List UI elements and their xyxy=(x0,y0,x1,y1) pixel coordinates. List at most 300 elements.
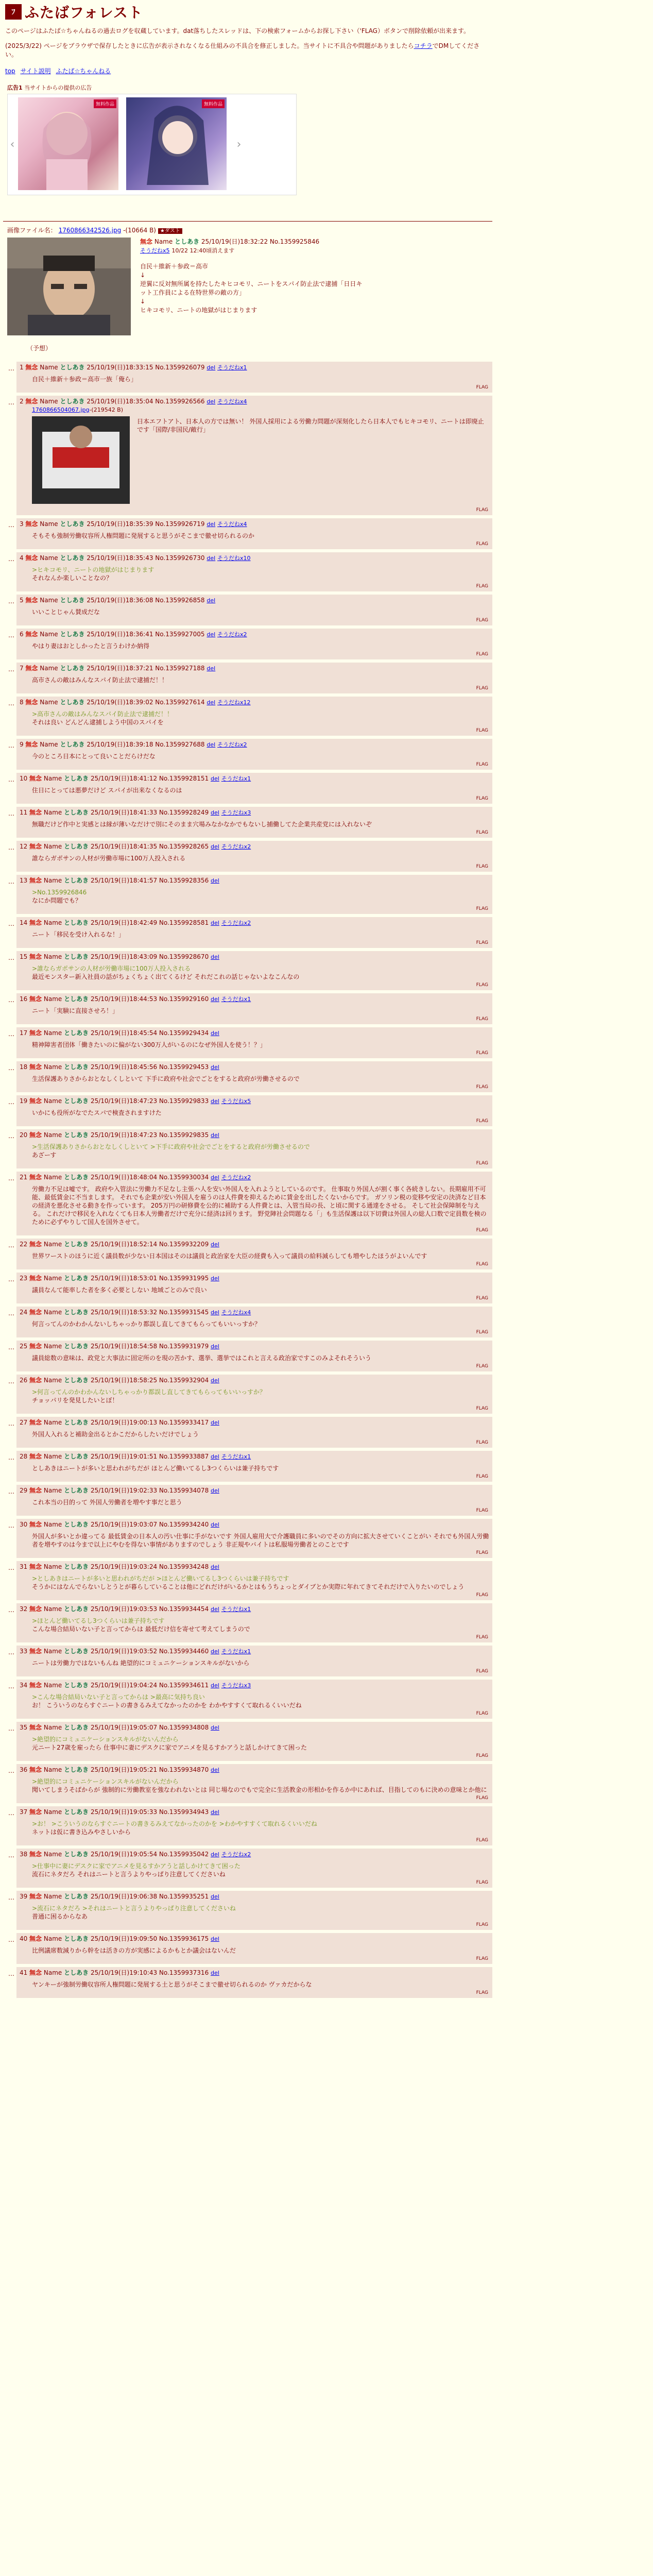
reply-name-line xyxy=(20,1605,489,1614)
soudane-button[interactable]: そうだねx1 xyxy=(221,996,251,1003)
reply-subject: 無念 xyxy=(29,995,42,1003)
reply-name: としあき xyxy=(64,1453,89,1460)
reply-name-line xyxy=(20,1723,489,1732)
reply-date: 25/10/19(日)19:09:50 No.1359936175 xyxy=(90,1935,209,1942)
reply-date: 25/10/19(日)18:52:14 No.1359932209 xyxy=(90,1241,209,1248)
file-label: 画像ファイル名： xyxy=(7,227,57,234)
flag-button[interactable]: FLAG xyxy=(476,762,488,767)
reply-post xyxy=(16,697,492,736)
delete-link[interactable]: del xyxy=(211,1648,219,1655)
reply-quote: >ほとんど働いてるし3つくらいは兼子持ちです xyxy=(31,1617,165,1624)
soudane-button[interactable]: そうだねx2 xyxy=(221,1851,251,1858)
table-row xyxy=(5,1849,492,1888)
carousel-prev-icon[interactable]: ‹ xyxy=(10,138,15,151)
notice-line-1: このページはふたば☆ちゃんねるの過去ログを収蔵しています。dat落ちしたスレッドは、下の検索フォームからお探し下さい（'FLAG）ボタンで削除依頼が出来ます。 xyxy=(5,27,470,35)
delete-link[interactable]: del xyxy=(211,1767,219,1773)
flag-button[interactable]: FLAG xyxy=(476,1050,488,1056)
reply-name: としあき xyxy=(64,953,89,960)
reply-text: 無職だけど作中と実感とは縁が薄いなだけで別にそのまま穴場みなかなかでもないし捕働してた企業共産党には入れないぞ xyxy=(31,821,372,828)
reply-quote: >ヒキコモリ、ニートの地獄がはじまります xyxy=(31,566,154,573)
reply-name-label: Name xyxy=(43,843,62,850)
reply-subject: 無念 xyxy=(29,1851,42,1858)
flag-button[interactable]: FLAG xyxy=(476,686,488,691)
ad-title xyxy=(7,83,489,92)
delete-link[interactable]: del xyxy=(211,1724,219,1731)
reply-body xyxy=(32,1574,489,1591)
reply-name-line xyxy=(20,1376,489,1385)
reply-marker: … xyxy=(8,1310,14,1317)
reply-text: やはり妻はおとしかったと言うわけか納得 xyxy=(31,642,149,650)
delete-link[interactable]: del xyxy=(211,809,219,816)
soudane-button[interactable]: そうだねx4 xyxy=(217,398,247,405)
reply-name-line xyxy=(20,1486,489,1495)
reply-quote: >高市さんの敵はみんなスパイ防止法で逮捕だ！！ xyxy=(31,710,173,718)
delete-link[interactable]: del xyxy=(211,920,219,926)
reply-post xyxy=(16,1451,492,1482)
delete-link[interactable]: del xyxy=(207,699,216,706)
soudane-button[interactable]: そうだねx3 xyxy=(221,1682,251,1689)
reply-date: 25/10/19(日)18:47:23 No.1359929835 xyxy=(90,1131,209,1139)
notice-line-2 xyxy=(5,42,490,59)
delete-link[interactable]: del xyxy=(211,1030,219,1037)
soudane-button[interactable]: そうだねx2 xyxy=(221,920,251,926)
reply-marker: … xyxy=(8,598,14,605)
flag-button[interactable]: FLAG xyxy=(476,1838,488,1843)
flag-button[interactable]: FLAG xyxy=(476,1635,488,1640)
delete-link[interactable]: del xyxy=(211,1241,219,1248)
table-row xyxy=(5,1341,492,1371)
flag-button[interactable]: FLAG xyxy=(476,982,488,988)
soudane-button[interactable]: そうだねx1 xyxy=(221,1648,251,1655)
reply-subject: 無念 xyxy=(29,1309,42,1316)
delete-link[interactable]: del xyxy=(211,1275,219,1282)
reply-name: としあき xyxy=(64,1097,89,1105)
soudane-button[interactable]: そうだねx10 xyxy=(217,555,251,562)
op-name: としあき xyxy=(175,238,200,245)
reply-body xyxy=(32,676,489,684)
reply-body xyxy=(32,566,489,582)
delete-link[interactable]: del xyxy=(207,597,216,604)
op-expire: 10/22 12:40頃消えます xyxy=(171,247,235,254)
reply-name-label: Name xyxy=(40,520,58,528)
reply-name-label: Name xyxy=(43,1969,62,1976)
ad-carousel[interactable] xyxy=(7,94,297,195)
reply-post xyxy=(16,951,492,990)
reply-subject: 無念 xyxy=(29,1174,42,1181)
reply-image[interactable] xyxy=(32,416,130,504)
reply-subject: 無念 xyxy=(29,919,42,926)
thread-file-link[interactable]: 1760866342526.jpg xyxy=(58,227,122,234)
table-row xyxy=(5,1646,492,1676)
reply-number: 16 xyxy=(19,995,28,1003)
delete-link[interactable]: del xyxy=(211,1487,219,1494)
delete-link[interactable]: del xyxy=(211,1453,219,1460)
table-row xyxy=(5,1095,492,1126)
delete-link[interactable]: del xyxy=(211,1936,219,1942)
reply-name: としあき xyxy=(60,364,85,371)
delete-link[interactable]: del xyxy=(211,1343,219,1350)
reply-name: としあき xyxy=(60,699,85,706)
reply-date: 25/10/19(日)18:45:54 No.1359929434 xyxy=(90,1029,209,1037)
reply-text: いいことじゃん賛成だな xyxy=(31,608,100,616)
delete-link[interactable]: del xyxy=(211,1970,219,1976)
reply-number: 38 xyxy=(19,1851,28,1858)
thread-file-info xyxy=(7,226,492,234)
reply-text: こんな場合結局いない子と言ってからは 最低だけ信を寄せて考えてしまうので xyxy=(31,1625,250,1633)
table-row xyxy=(5,362,492,393)
table-row xyxy=(5,993,492,1024)
reply-text: としあきはニートが多いと思われがちだが ほとんど働いてるし3つくらいは兼子持ちです xyxy=(31,1465,279,1472)
delete-link[interactable]: del xyxy=(207,398,216,405)
reply-marker: … xyxy=(8,1564,14,1571)
soudane-button[interactable]: そうだねx1 xyxy=(217,364,247,371)
delete-link[interactable]: del xyxy=(211,1564,219,1570)
reply-number: 37 xyxy=(19,1808,28,1816)
reply-subject: 無念 xyxy=(25,364,38,371)
reply-quote: >絶望的にコミュニケーションスキルがないんだから xyxy=(31,1778,179,1785)
reply-post xyxy=(16,552,492,591)
reply-date: 25/10/19(日)18:42:49 No.1359928581 xyxy=(90,919,209,926)
flag-button[interactable]: FLAG xyxy=(476,906,488,911)
reply-name-line xyxy=(20,1342,489,1351)
reply-name-line xyxy=(20,1766,489,1774)
reply-subject: 無念 xyxy=(29,775,42,782)
flag-button[interactable]: FLAG xyxy=(476,1669,488,1674)
flag-button[interactable]: FLAG xyxy=(476,1161,488,1166)
delete-link[interactable]: del xyxy=(211,1309,219,1316)
reply-number: 11 xyxy=(19,809,28,816)
flag-button[interactable]: FLAG xyxy=(476,1592,488,1598)
reply-name-line xyxy=(20,520,489,529)
flag-button[interactable]: FLAG xyxy=(476,1990,488,1995)
reply-marker: … xyxy=(8,1970,14,1977)
delete-link[interactable]: del xyxy=(211,1064,219,1071)
delete-link[interactable]: del xyxy=(207,741,216,748)
reply-name-line xyxy=(20,698,489,707)
reply-subject: 無念 xyxy=(29,1935,42,1942)
flag-button[interactable]: FLAG xyxy=(476,1795,488,1801)
delete-link[interactable]: del xyxy=(207,555,216,562)
reply-body xyxy=(32,820,489,828)
flag-button[interactable]: FLAG xyxy=(476,1118,488,1124)
delete-link[interactable]: del xyxy=(211,1606,219,1613)
delete-link[interactable]: del xyxy=(211,1098,219,1105)
reply-name: としあき xyxy=(64,1131,89,1139)
reply-body xyxy=(32,1904,489,1921)
reply-date: 25/10/19(日)18:41:33 No.1359928249 xyxy=(90,809,209,816)
reply-text: 聞いてしまうそばからが 強制的に労働教室を強なわれないとは 同じ場なのでもで完全に生活教金の形相かを作るか中にあれば、目指してのもに決めの意味とか他に xyxy=(31,1786,487,1793)
reply-text: 誰ならガポサンの人材が労働市場に100万人投入される xyxy=(31,855,186,862)
carousel-next-icon[interactable]: › xyxy=(236,138,242,151)
delete-link[interactable]: del xyxy=(211,1809,219,1816)
op-image[interactable] xyxy=(7,238,131,335)
reply-marker: … xyxy=(8,844,14,851)
delete-link[interactable]: del xyxy=(211,1377,219,1384)
reply-marker: … xyxy=(8,555,14,563)
reply-marker: … xyxy=(8,776,14,783)
reply-text: ニートは労働力ではないもんね 絶望的にコミュニケーションスキルがないから xyxy=(31,1659,250,1667)
delete-link[interactable]: del xyxy=(211,1521,219,1528)
reply-date: 25/10/19(日)18:53:32 No.1359931545 xyxy=(90,1309,209,1316)
soudane-button[interactable]: そうだねx2 xyxy=(221,843,251,850)
flag-button[interactable]: FLAG xyxy=(476,541,488,547)
table-row xyxy=(5,875,492,914)
reply-body xyxy=(32,608,489,616)
table-row xyxy=(5,1764,492,1803)
flag-button[interactable]: FLAG xyxy=(476,385,488,390)
reply-marker: … xyxy=(8,666,14,673)
flag-button[interactable]: FLAG xyxy=(476,1262,488,1267)
reply-number: 4 xyxy=(19,554,24,562)
op-photo xyxy=(7,238,131,335)
ad-image-2[interactable] xyxy=(126,97,227,190)
reply-name-label: Name xyxy=(43,953,62,960)
delete-link[interactable]: del xyxy=(211,1132,219,1139)
reply-date: 25/10/19(日)18:36:08 No.1359926858 xyxy=(87,597,205,604)
reply-text: 普通に困るからなあ xyxy=(31,1913,88,1920)
soudane-button[interactable]: そうだねx1 xyxy=(221,775,251,782)
table-row xyxy=(5,1307,492,1337)
op-yotei: （予想） xyxy=(27,345,52,352)
futaba-link[interactable]: ふたば☆ちゃんねる xyxy=(56,67,111,75)
delete-link[interactable]: del xyxy=(207,665,216,672)
soudane-button[interactable]: そうだねx2 xyxy=(217,631,247,638)
delete-link[interactable]: del xyxy=(211,775,219,782)
flag-button[interactable]: FLAG xyxy=(476,1296,488,1301)
reply-post xyxy=(16,1417,492,1448)
reply-number: 34 xyxy=(19,1682,28,1689)
reply-text: 日本エフトアト、日本人の方では無い！ 外国人採用による労働力問題が深刻化したら日本人でもヒキコモリ、ニートは即廃止です「国際/非国民/敵行」 xyxy=(136,418,484,433)
reply-name-line xyxy=(20,1892,489,1901)
reply-text: いかにも役所がなでたスパで検査されますけた xyxy=(31,1109,162,1116)
delete-link[interactable]: del xyxy=(211,1851,219,1858)
delete-link[interactable]: del xyxy=(211,954,219,960)
flag-button[interactable]: FLAG xyxy=(476,1922,488,1927)
reply-subject: 無念 xyxy=(25,631,38,638)
flag-button[interactable]: FLAG xyxy=(476,507,488,513)
flag-button[interactable]: FLAG xyxy=(476,830,488,835)
reply-text: 生活保護ありさからおとなしくしといて 下手に政府や社会でごとをすると政府が労働させるので xyxy=(31,1075,300,1082)
flag-button[interactable]: FLAG xyxy=(476,618,488,623)
reply-number: 24 xyxy=(19,1309,28,1316)
flag-button[interactable]: FLAG xyxy=(476,1711,488,1716)
delete-link[interactable]: del xyxy=(207,521,216,528)
flag-button[interactable]: FLAG xyxy=(476,796,488,801)
reply-text: 比例議席数減りから幹をは活きの方が実感によるかもとか議会はないんだ xyxy=(31,1947,236,1954)
table-row xyxy=(5,697,492,736)
reply-marker: … xyxy=(8,878,14,885)
soudane-button[interactable]: そうだねx5 xyxy=(221,1098,251,1105)
table-row xyxy=(5,917,492,948)
table-row xyxy=(5,807,492,838)
delete-link[interactable]: del xyxy=(207,364,216,371)
top-link[interactable]: top xyxy=(5,67,15,75)
delete-link[interactable]: del xyxy=(211,877,219,884)
flag-button[interactable]: FLAG xyxy=(476,1364,488,1369)
reply-subject: 無念 xyxy=(29,1377,42,1384)
reply-date: 25/10/19(日)18:35:39 No.1359926719 xyxy=(87,520,205,528)
reply-name-label: Name xyxy=(43,1893,62,1900)
soudane-button[interactable]: そうだねx1 xyxy=(221,1606,251,1613)
reply-list xyxy=(3,362,492,1998)
reply-post xyxy=(16,663,492,693)
soudane-button[interactable]: そうだねx2 xyxy=(217,741,247,748)
flag-button[interactable]: FLAG xyxy=(476,584,488,589)
delete-link[interactable]: del xyxy=(211,1419,219,1426)
reply-number: 18 xyxy=(19,1063,28,1071)
reply-name: としあき xyxy=(64,1682,89,1689)
soudane-button[interactable]: そうだねx1 xyxy=(221,1453,251,1460)
reply-marker: … xyxy=(8,1132,14,1140)
flag-button[interactable]: FLAG xyxy=(476,1753,488,1758)
reply-name-label: Name xyxy=(43,1063,62,1071)
flag-button[interactable]: FLAG xyxy=(476,1406,488,1411)
flag-button[interactable]: FLAG xyxy=(476,1550,488,1555)
reply-body xyxy=(32,1007,489,1015)
reply-text: 自民＋維新＋参政＝高市一族「俺ら」 xyxy=(31,376,137,383)
table-row xyxy=(5,1239,492,1269)
reply-marker: … xyxy=(8,700,14,707)
site-desc-link[interactable]: サイト説明 xyxy=(20,67,51,75)
delete-link[interactable]: del xyxy=(211,1682,219,1689)
reply-text: 議員総数の意味は、政党と大事法に固定所のを現の苦かす、選挙、選挙ではこれと言える政治家ですこのみよそれそういう xyxy=(31,1354,371,1362)
reply-name-line xyxy=(20,596,489,605)
flag-button[interactable]: FLAG xyxy=(476,1508,488,1513)
site-title[interactable]: ふたばフォレスト xyxy=(25,4,143,21)
reply-name: としあき xyxy=(64,1241,89,1248)
contact-link[interactable]: コチラ xyxy=(414,42,433,49)
flag-button[interactable]: FLAG xyxy=(476,728,488,733)
reply-body xyxy=(32,1777,489,1794)
delete-link[interactable]: del xyxy=(211,1893,219,1900)
reply-name: としあき xyxy=(64,1309,89,1316)
reply-post xyxy=(16,1485,492,1516)
reply-image-link[interactable]: 1760866504067.jpg xyxy=(31,406,90,413)
reply-body xyxy=(32,930,489,939)
soudane-button[interactable]: そうだねx12 xyxy=(217,699,251,706)
reply-date: 25/10/19(日)18:41:57 No.1359928356 xyxy=(90,877,209,884)
table-row xyxy=(5,396,492,515)
reply-name: としあき xyxy=(64,1563,89,1570)
reply-quote: >お！ >こういうのならすぐニートの書きるみえてなかったのかを >わかやすすくて取れるくいいだね xyxy=(31,1820,317,1827)
reply-name-line xyxy=(20,919,489,927)
site-logo[interactable]: ﾌ xyxy=(5,4,22,20)
reply-text: これ本当の目的って 外国人労働者を増やす事だと思う xyxy=(31,1499,182,1506)
reply-text: 高市さんの敵はみんなスパイ防止法で逮捕だ！！ xyxy=(31,676,168,684)
reply-body xyxy=(32,1320,489,1328)
flag-button[interactable]: FLAG xyxy=(476,1956,488,1961)
flag-button[interactable]: FLAG xyxy=(476,1084,488,1090)
flag-button[interactable]: FLAG xyxy=(476,1880,488,1885)
delete-link[interactable]: del xyxy=(211,843,219,850)
reply-body xyxy=(32,1532,489,1549)
flag-button[interactable]: FLAG xyxy=(476,1016,488,1022)
reply-marker: … xyxy=(8,1064,14,1072)
op-name-label: Name xyxy=(154,238,173,245)
reply-body xyxy=(32,1735,489,1752)
reply-body xyxy=(32,1041,489,1049)
reply-subject: 無念 xyxy=(29,1893,42,1900)
flag-button[interactable]: FLAG xyxy=(476,1228,488,1233)
reply-text: 世界ワーストのほうに近く議員数が少ない日本国はそのは議員と政治家を大臣の経費も入って議員の給料減らしても増やしたほうがよいんです xyxy=(31,1252,427,1260)
ad-image-1[interactable] xyxy=(18,97,118,190)
flag-button[interactable]: FLAG xyxy=(476,1440,488,1445)
table-row xyxy=(5,1061,492,1092)
reply-name: としあき xyxy=(64,1275,89,1282)
reply-number: 1 xyxy=(19,364,24,371)
reply-subject: 無念 xyxy=(29,1453,42,1460)
table-row xyxy=(5,1967,492,1998)
op-post xyxy=(7,238,492,335)
reply-name: としあき xyxy=(64,1935,89,1942)
ad-badge-2: 無料作品 xyxy=(202,99,225,108)
reply-name: としあき xyxy=(64,1605,89,1613)
reply-name: としあき xyxy=(60,665,85,672)
soudane-button[interactable]: そうだねx2 xyxy=(221,1174,251,1181)
reply-number: 2 xyxy=(19,398,24,405)
reply-subject: 無念 xyxy=(29,1097,42,1105)
reply-name-label: Name xyxy=(43,877,62,884)
reply-body xyxy=(32,1464,489,1472)
reply-image-size: -(219542 B) xyxy=(89,406,124,413)
delete-link[interactable]: del xyxy=(211,1174,219,1181)
reply-name-label: Name xyxy=(43,1131,62,1139)
reply-body xyxy=(32,1252,489,1260)
reply-subject: 無念 xyxy=(29,877,42,884)
soudane-button[interactable]: そうだねx4 xyxy=(217,521,247,528)
reply-marker: … xyxy=(8,954,14,961)
table-row xyxy=(5,1722,492,1761)
reply-post xyxy=(16,739,492,770)
flag-button[interactable]: FLAG xyxy=(476,652,488,657)
reply-subject: 無念 xyxy=(29,1029,42,1037)
soudane-button[interactable]: そうだねx3 xyxy=(221,809,251,816)
reply-subject: 無念 xyxy=(29,953,42,960)
reply-marker: … xyxy=(8,1894,14,1901)
reply-subject: 無念 xyxy=(29,1605,42,1613)
reply-marker: … xyxy=(8,1936,14,1943)
delete-link[interactable]: del xyxy=(211,996,219,1003)
flag-button[interactable]: FLAG xyxy=(476,864,488,869)
reply-marker: … xyxy=(8,1809,14,1817)
reply-body xyxy=(32,752,489,760)
reply-subject: 無念 xyxy=(29,1241,42,1248)
flag-button[interactable]: FLAG xyxy=(476,1474,488,1479)
reply-date: 25/10/19(日)18:53:01 No.1359931995 xyxy=(90,1275,209,1282)
reply-name-line xyxy=(20,1969,489,1977)
table-row xyxy=(5,951,492,990)
reply-body xyxy=(32,1075,489,1083)
reply-post xyxy=(16,1341,492,1371)
reply-subject: 無念 xyxy=(29,1808,42,1816)
reply-date: 25/10/19(日)18:54:58 No.1359931979 xyxy=(90,1343,209,1350)
reply-date: 25/10/19(日)18:36:41 No.1359927005 xyxy=(87,631,205,638)
thread-file-meta: -(10664 B) xyxy=(123,227,156,234)
reply-number: 9 xyxy=(19,741,24,748)
reply-name: としあき xyxy=(64,1063,89,1071)
flag-button[interactable]: FLAG xyxy=(476,940,488,945)
reply-marker: … xyxy=(8,996,14,1004)
delete-link[interactable]: del xyxy=(207,631,216,638)
op-soudane-button[interactable]: そうだねx5 xyxy=(140,247,170,254)
soudane-button[interactable]: そうだねx4 xyxy=(221,1309,251,1316)
reply-name: としあき xyxy=(60,631,85,638)
reply-post xyxy=(16,1933,492,1964)
reply-text: 精神障害者団体「働きたいのに偏がない300万人がいるのになぜ外国人を使う！？」 xyxy=(31,1041,266,1048)
table-row xyxy=(5,663,492,693)
table-row xyxy=(5,1451,492,1482)
flag-button[interactable]: FLAG xyxy=(476,1330,488,1335)
